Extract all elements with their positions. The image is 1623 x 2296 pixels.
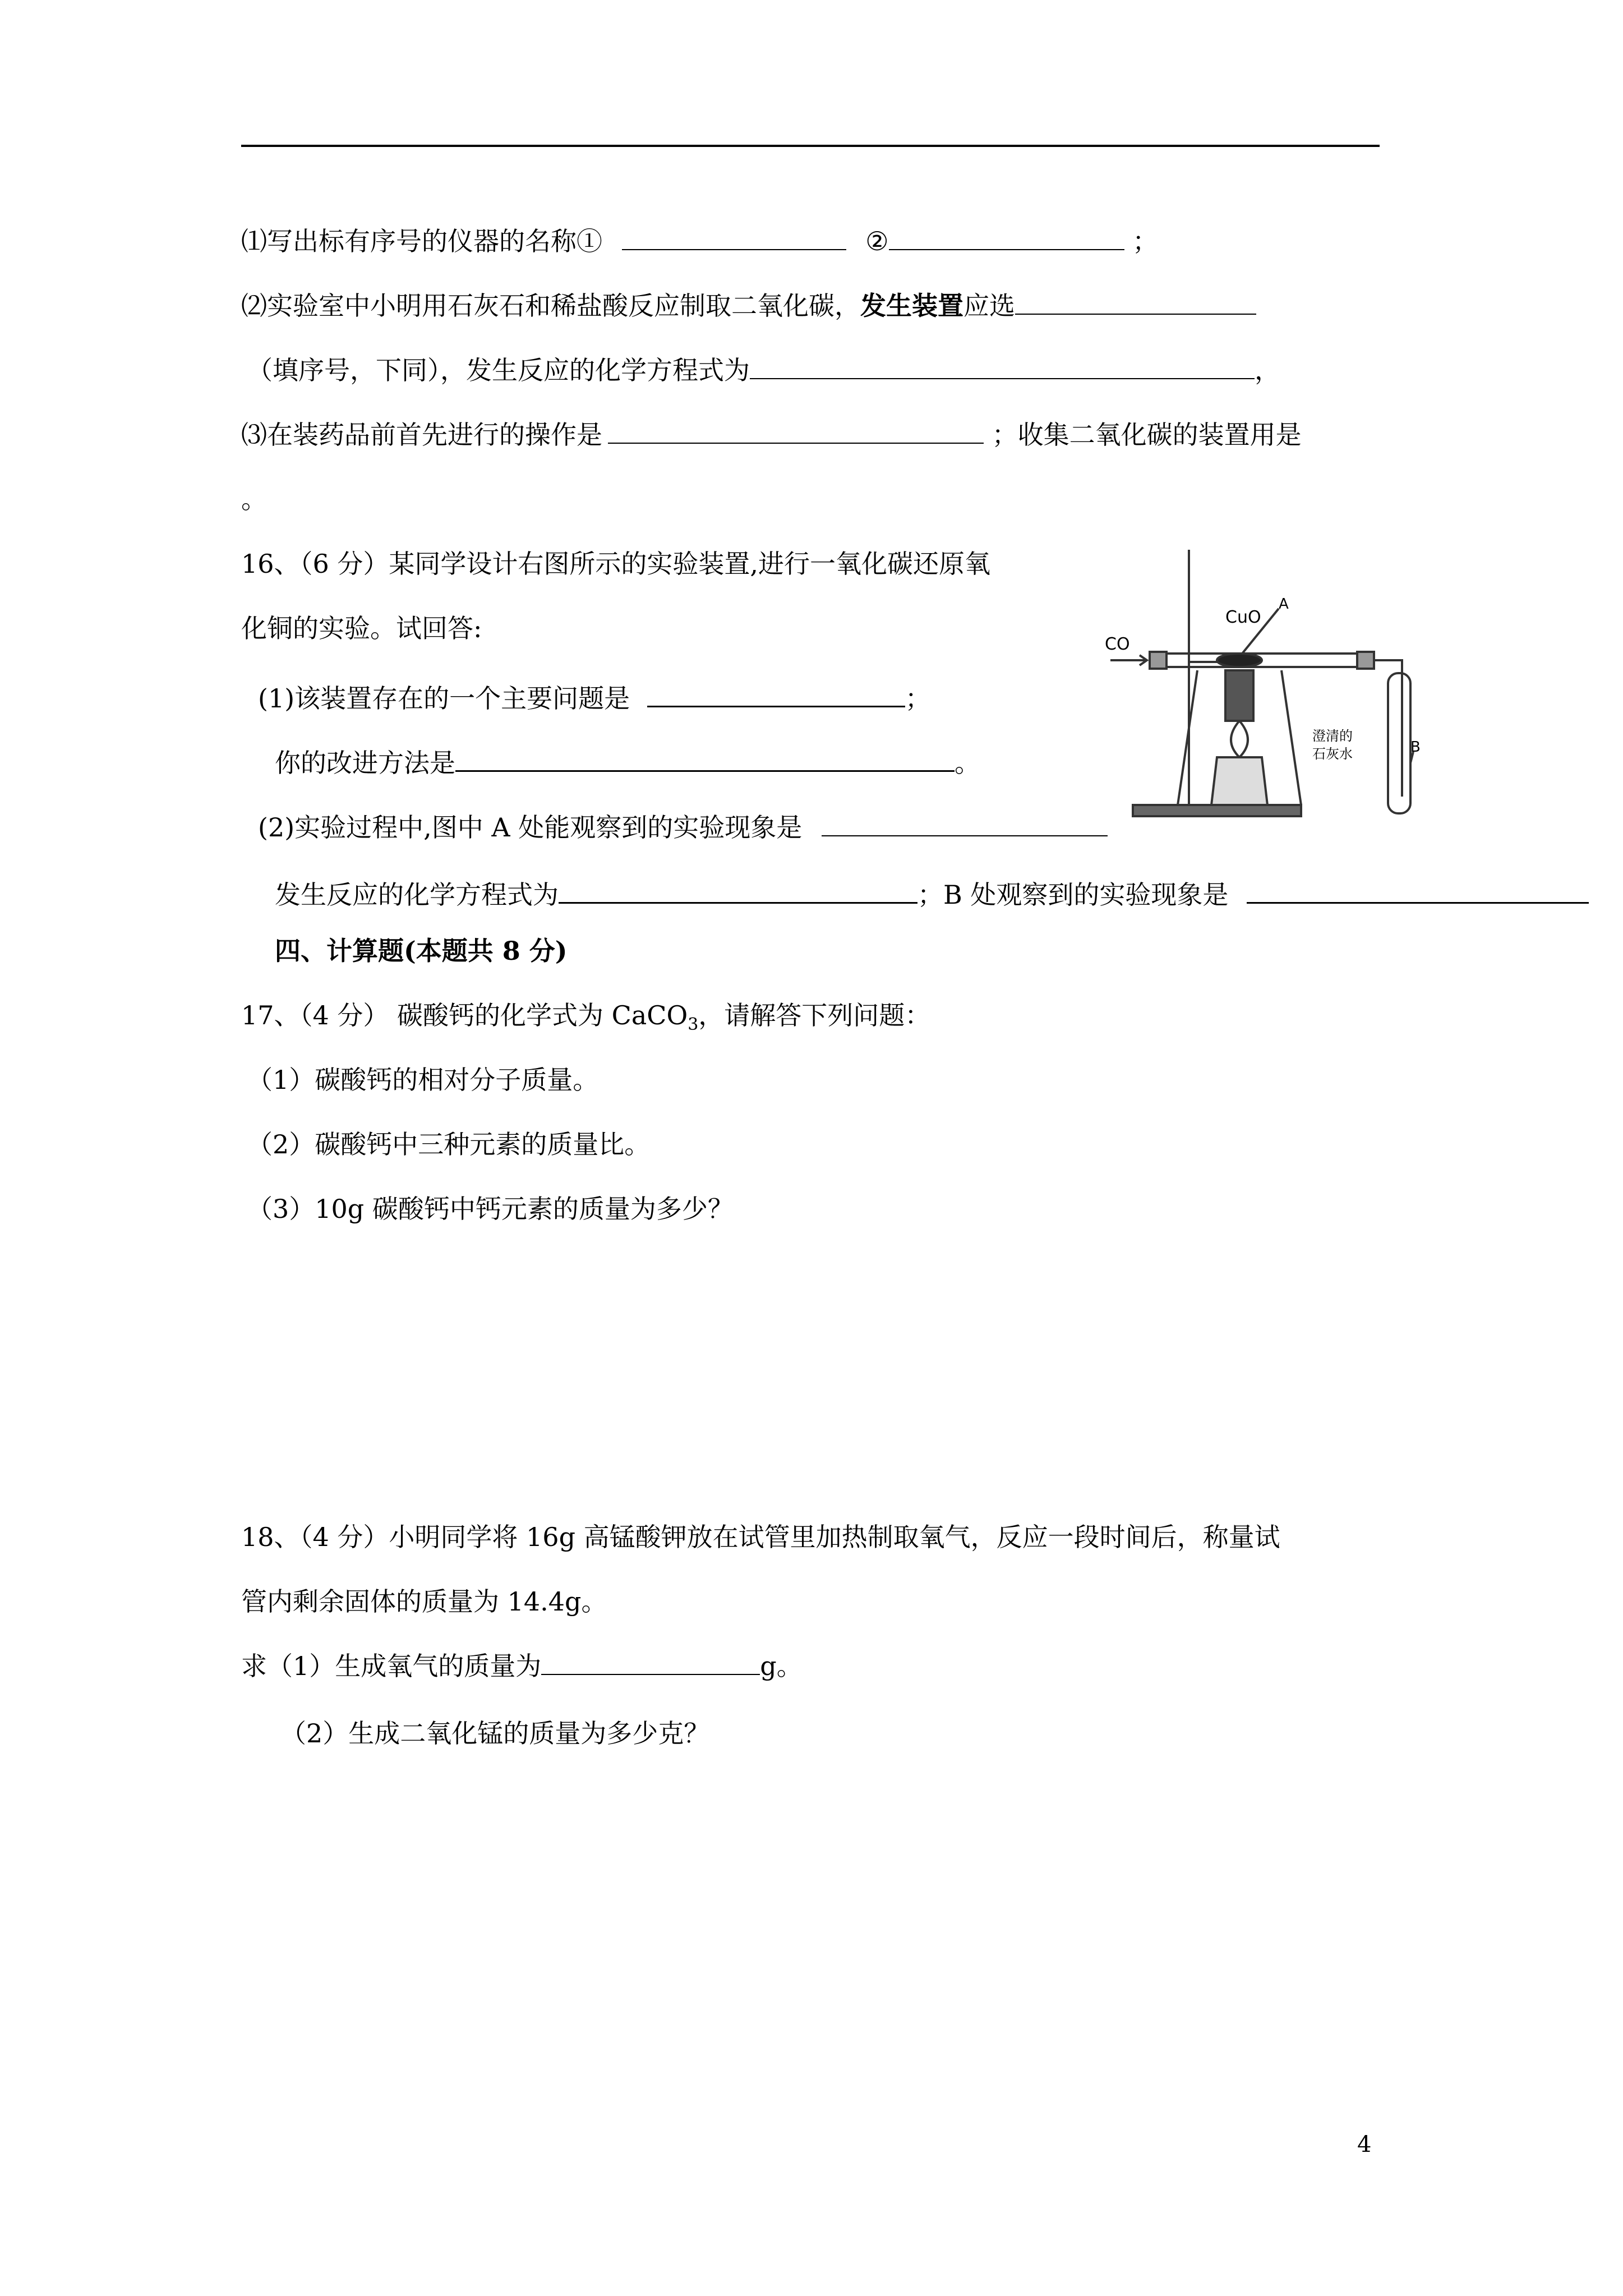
answer-blank-5[interactable] [608, 420, 984, 444]
q15-part2-text-b: 应选 [963, 291, 1015, 321]
q18-item2: （2）生成二氧化锰的质量为多少克？ [280, 1718, 710, 1749]
q15-part3-end [241, 482, 267, 516]
q16-sub2 [258, 811, 1108, 844]
q16-sub1b-end: 。 [955, 748, 980, 778]
label-b: B [1410, 739, 1421, 756]
label-a: A [1279, 596, 1289, 613]
q18-intro-line1: 18、（4 分）小明同学将 16g 高锰酸钾放在试管里加热制取氧气，反应一段时间后，称量试 [241, 1522, 1280, 1552]
q17-item1: （1）碳酸钙的相对分子质量。 [247, 1065, 599, 1095]
q17-intro [241, 999, 930, 1042]
q15-part1-mark2: ② [865, 226, 889, 256]
answer-blank-9[interactable] [559, 880, 917, 904]
q15-part3 [241, 418, 1302, 452]
q15-part3-end-text: 。 [241, 484, 267, 514]
answer-blank-2[interactable] [889, 227, 1124, 250]
section-heading: 四、计算题(本题共 8 分) [275, 936, 568, 966]
q15-part1-end: ； [1132, 226, 1159, 256]
q15-part2-line2 [247, 353, 1280, 387]
answer-blank-7[interactable] [455, 748, 955, 772]
q17-item3: （3）10g 碳酸钙中钙元素的质量为多少？ [247, 1194, 734, 1224]
q16-sub1b [275, 746, 980, 780]
answer-blank-6[interactable] [647, 683, 905, 707]
label-limewater-1: 澄清的 [1312, 728, 1353, 744]
q18-item1 [241, 1649, 803, 1683]
q15-part2-line2-text: （填序号，下同），发生反应的化学方程式为 [247, 355, 750, 385]
q16-sub1-end: ； [905, 683, 931, 714]
q18-item1-text: 求（1）生成氧气的质量为 [241, 1651, 542, 1681]
q17-item2: （2）碳酸钙中三种元素的质量比。 [247, 1129, 651, 1159]
q16-sub1-text: (1)该装置存在的一个主要问题是 [258, 683, 630, 714]
q18-intro-line2: 管内剩余固体的质量为 14.4g。 [241, 1586, 607, 1617]
answer-blank-8[interactable] [822, 813, 1108, 836]
co-reduction-apparatus-figure [1099, 550, 1424, 830]
q17-intro-text-a: 17、（4 分） 碳酸钙的化学式为 CaCO [241, 1000, 688, 1030]
q16-sub2c-text: ；B 处观察到的实验现象是 [917, 880, 1229, 910]
q16-sub1 [258, 682, 931, 715]
q16-intro-line1: 16、（6 分）某同学设计右图所示的实验装置,进行一氧化碳还原氧 [241, 549, 991, 579]
q15-part2-bold: 发生装置 [860, 291, 963, 321]
answer-blank-11[interactable] [541, 1651, 760, 1675]
answer-blank-4[interactable] [750, 356, 1255, 379]
q15-part3-text-a: ⑶在装药品前首先进行的操作是 [241, 420, 602, 450]
q16-sub2b-text: 发生反应的化学方程式为 [275, 880, 559, 910]
q15-part1 [241, 224, 1158, 258]
q16-sub1b-text: 你的改进方法是 [275, 748, 455, 778]
q16-intro-line2: 化铜的实验。试回答: [241, 613, 482, 643]
header-rule [241, 145, 1380, 147]
label-cuo: CuO [1225, 608, 1261, 627]
q15-part2-line2-end: ， [1255, 355, 1280, 385]
label-limewater-2: 石灰水 [1312, 746, 1353, 762]
q16-sub2-text: (2)实验过程中,图中 A 处能观察到的实验现象是 [258, 812, 803, 843]
q17-intro-text-b: ，请解答下列问题： [698, 1000, 931, 1030]
answer-blank-10[interactable] [1247, 880, 1589, 904]
q18-item1-end: g。 [760, 1651, 803, 1681]
q15-part3-text-b: ；收集二氧化碳的装置用是 [992, 420, 1302, 450]
q17-intro-subscript: 3 [688, 1015, 699, 1035]
label-co: CO [1105, 634, 1130, 654]
answer-blank-1[interactable] [622, 227, 846, 250]
q15-part1-text: ⑴写出标有序号的仪器的名称① [241, 226, 602, 256]
q15-part2 [241, 289, 1256, 323]
q16-sub2b [275, 878, 1589, 912]
page-number: 4 [1357, 2132, 1372, 2157]
q15-part2-text-a: ⑵实验室中小明用石灰石和稀盐酸反应制取二氧化碳， [241, 291, 860, 321]
answer-blank-3[interactable] [1015, 291, 1256, 315]
